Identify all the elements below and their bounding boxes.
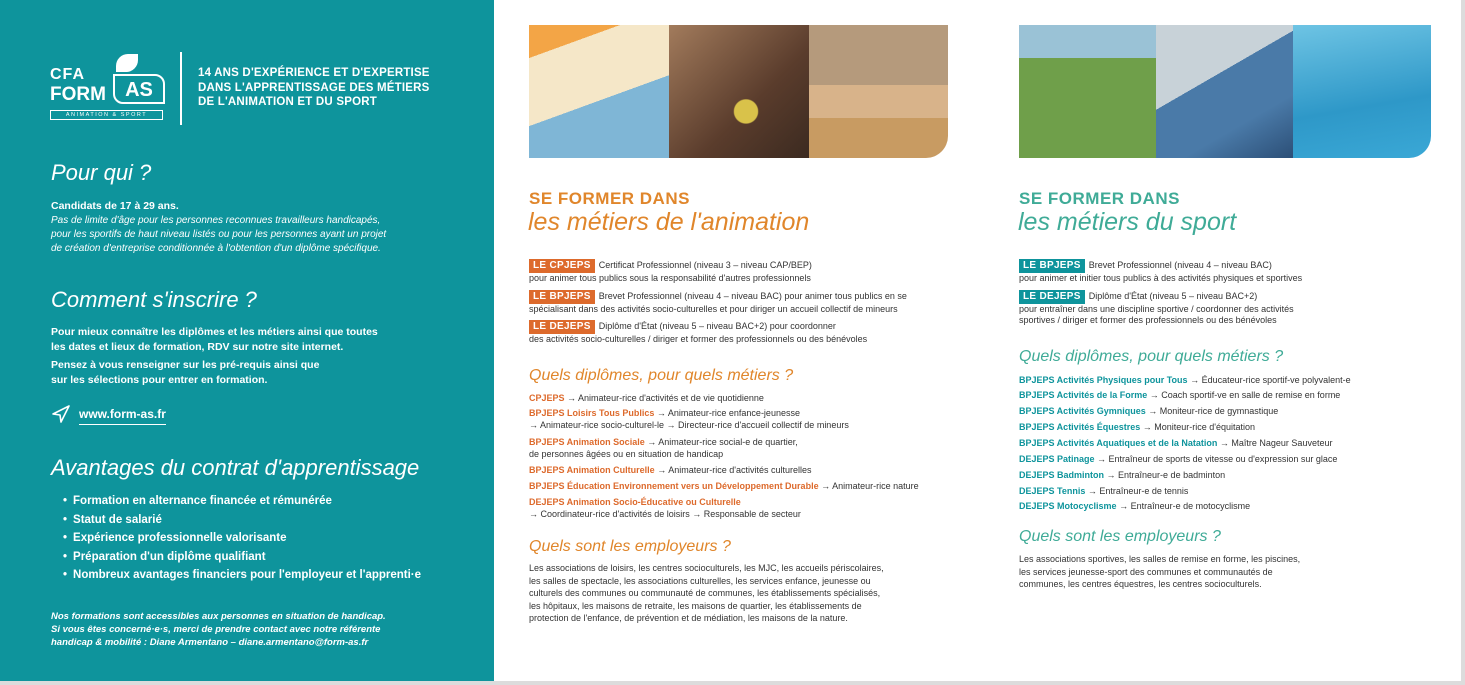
photo-kids-field (1019, 25, 1156, 158)
list-item (529, 496, 959, 520)
diploma-line: pour animer tous publics sous la responsabilité d'autres professionnels (529, 272, 811, 283)
metier-value: de personnes âgées ou en situation de handicap (529, 449, 724, 459)
metier-key: BPJEPS Activités de la Forme (1019, 390, 1148, 400)
list-item (1019, 405, 1449, 417)
list-item: • Statut de salarié (63, 511, 421, 530)
metier-value: → Entraîneur-e de motocyclisme (1119, 501, 1251, 511)
logo-cfa: CFA (50, 66, 85, 83)
list-item (1019, 469, 1449, 481)
diploma-bpjeps-sport (1019, 259, 1449, 284)
metier-key: BPJEPS Animation Sociale (529, 437, 645, 447)
logo-leaf-icon (116, 54, 138, 72)
diploma-line: des activités socio-culturelles / diriger et former des professionnels ou des bénévoles (529, 333, 868, 344)
diploma-line: Brevet Professionnel (niveau 4 – niveau BAC) pour animer tous publics en se (598, 291, 907, 301)
diploma-bpjeps (529, 290, 959, 315)
metier-value: → Animateur-rice socio-culturel-le → Directeur-rice d'accueil collectif de mineurs (529, 420, 849, 430)
employeurs-line: Les associations sportives, les salles de remise en forme, les piscines, (1019, 554, 1301, 564)
inscrire-text (51, 325, 471, 388)
inscrire-line: sur les sélections pour entrer en formation. (51, 374, 268, 386)
metier-key: DEJEPS Animation Socio-Éducative ou Culturelle (529, 497, 741, 507)
inscrire-line: Pour mieux connaître les diplômes et les métiers ainsi que toutes (51, 326, 378, 338)
logo-as: AS (113, 74, 165, 104)
diploma-line: Brevet Professionnel (niveau 4 – niveau BAC) (1088, 260, 1272, 270)
diploma-dejeps (529, 320, 959, 345)
employeurs-line: culturels des communes ou communauté de communes, les établissements spécialisés, (529, 588, 881, 598)
list-item: • Formation en alternance financée et rémunérée (63, 492, 421, 511)
diploma-line: Certificat Professionnel (niveau 3 – niveau CAP/BEP) (598, 260, 812, 270)
pour-qui-line: Pas de limite d'âge pour les personnes reconnues travailleurs handicapés, (51, 215, 381, 226)
tagline (198, 66, 468, 110)
website-link[interactable] (51, 404, 191, 428)
inscrire-heading: Comment s'inscrire ? (51, 287, 257, 312)
list-item (1019, 453, 1449, 465)
list-item (529, 436, 959, 460)
metier-value: → Entraîneur-e de badminton (1106, 470, 1226, 480)
sport-heading-top: SE FORMER DANS (1019, 189, 1180, 208)
metier-value: → Maître Nageur Sauveteur (1219, 438, 1333, 448)
metier-value: → Éducateur-rice sportif-ve polyvalent-e (1190, 375, 1351, 385)
list-item (1019, 374, 1449, 386)
diploma-tag: LE DEJEPS (1019, 290, 1085, 304)
sport-heading-main: les métiers du sport (1018, 208, 1237, 236)
list-item (1019, 500, 1449, 512)
list-item: • Nombreux avantages financiers pour l'employeur et l'apprenti·e (63, 566, 421, 585)
sport-photos (1019, 25, 1431, 158)
left-panel (0, 0, 494, 681)
list-item (1019, 421, 1449, 433)
divider (180, 52, 182, 125)
diploma-tag: LE CPJEPS (529, 259, 595, 273)
sport-metiers-heading: Quels diplômes, pour quels métiers ? (1019, 348, 1284, 365)
diploma-line: pour entraîner dans une discipline sportive / coordonner des activités (1019, 303, 1294, 314)
photo-elderly-hands (669, 25, 809, 158)
metier-key: CPJEPS (529, 393, 565, 403)
pour-qui-text (51, 199, 471, 256)
metier-value: → Entraîneur-e de tennis (1087, 486, 1189, 496)
photo-fitness-coach (1156, 25, 1293, 158)
diploma-tag: LE BPJEPS (529, 290, 595, 304)
metier-value: → Moniteur-rice d'équitation (1142, 422, 1256, 432)
metier-key: DEJEPS Patinage (1019, 454, 1095, 464)
footer-line: handicap & mobilité : Diane Armentano – diane.armentano@form-as.fr (51, 637, 369, 648)
photo-swimming (1293, 25, 1431, 158)
metier-value: → Coach sportif-ve en salle de remise en forme (1149, 390, 1341, 400)
logo-form: FORM (50, 84, 106, 105)
list-item (529, 464, 959, 476)
cursor-arrow-icon (51, 404, 71, 424)
diploma-line: Diplôme d'État (niveau 5 – niveau BAC+2) pour coordonner (598, 321, 836, 331)
metier-value: → Coordinateur-rice d'activités de loisirs → Responsable de secteur (529, 509, 801, 519)
metier-value: → Entraîneur de sports de vitesse ou d'expression sur glace (1097, 454, 1338, 464)
tagline-line: DE L'ANIMATION ET DU SPORT (198, 96, 377, 108)
diploma-tag: LE BPJEPS (1019, 259, 1085, 273)
list-item (1019, 437, 1449, 449)
metier-value: → Animateur-rice enfance-jeunesse (656, 408, 800, 418)
employeurs-line: Les associations de loisirs, les centres socioculturels, les MJC, les accueils périscolaires, (529, 563, 884, 573)
metier-value: → Animateur-rice d'activités culturelles (657, 465, 812, 475)
diploma-line: pour animer et initier tous publics à des activités physiques et sportives (1019, 272, 1303, 283)
animation-heading-top: SE FORMER DANS (529, 189, 690, 208)
metier-key: DEJEPS Motocyclisme (1019, 501, 1117, 511)
website-text[interactable]: www.form-as.fr (79, 407, 166, 425)
employeurs-line: protection de l'enfance, de prévention et de médiation, les maisons de la nature. (529, 613, 848, 623)
animation-heading-main: les métiers de l'animation (528, 208, 810, 236)
diploma-line: Diplôme d'État (niveau 5 – niveau BAC+2) (1088, 291, 1258, 301)
list-item: • Expérience professionnelle valorisante (63, 529, 421, 548)
metier-key: BPJEPS Activités Physiques pour Tous (1019, 375, 1188, 385)
metier-key: BPJEPS Éducation Environnement vers un Développement Durable (529, 481, 819, 491)
metier-value: → Animateur-rice d'activités et de vie quotidienne (567, 393, 764, 403)
metier-key: BPJEPS Loisirs Tous Publics (529, 408, 655, 418)
diploma-tag: LE DEJEPS (529, 320, 595, 334)
logo-subtitle: ANIMATION & SPORT (50, 110, 163, 120)
diploma-cpjeps (529, 259, 959, 284)
pour-qui-line: de création d'entreprise conditionnée à l'obtention d'un diplôme spécifique. (51, 243, 381, 254)
inscrire-line: les dates et lieux de formation, RDV sur notre site internet. (51, 341, 344, 353)
footer-note (51, 610, 471, 649)
tagline-line: DANS L'APPRENTISSAGE DES MÉTIERS (198, 81, 430, 94)
metier-key: BPJEPS Animation Culturelle (529, 465, 655, 475)
list-item (1019, 485, 1449, 497)
diploma-line: sportives / diriger et former des professionnels ou des bénévoles (1019, 315, 1277, 325)
employeurs-line: les services jeunesse-sport des communes et communautés de (1019, 566, 1273, 577)
diploma-line: spécialisant dans des activités socio-culturelles et pour diriger un accueil collectif de mineurs (529, 303, 898, 314)
photo-children-drawing (529, 25, 669, 158)
inscrire-line: Pensez à vous renseigner sur les pré-requis ainsi que (51, 359, 320, 371)
logo (50, 54, 170, 126)
metier-key: BPJEPS Activités Équestres (1019, 422, 1141, 432)
animation-employeurs-heading: Quels sont les employeurs ? (529, 538, 731, 555)
pour-qui-bold: Candidats de 17 à 29 ans. (51, 200, 179, 212)
photo-kids-wood-game (809, 25, 948, 158)
list-item (1019, 389, 1449, 401)
metier-key: BPJEPS Activités Aquatiques et de la Natation (1019, 438, 1218, 448)
list-item (529, 480, 959, 492)
avantages-heading: Avantages du contrat d'apprentissage (51, 455, 420, 480)
metier-key: DEJEPS Badminton (1019, 470, 1105, 480)
sport-employeurs-heading: Quels sont les employeurs ? (1019, 528, 1221, 545)
avantages-list (63, 492, 421, 585)
employeurs-line: les salles de spectacle, les associations culturelles, les services enfance, jeunesse ou (529, 575, 871, 586)
metier-value: → Moniteur-rice de gymnastique (1148, 406, 1279, 416)
list-item (529, 392, 959, 404)
animation-metiers-heading: Quels diplômes, pour quels métiers ? (529, 367, 794, 384)
footer-line: Si vous êtes concerné·e·s, merci de prendre contact avec notre référente (51, 624, 381, 635)
metier-key: DEJEPS Tennis (1019, 486, 1086, 496)
pour-qui-heading: Pour qui ? (51, 160, 152, 185)
animation-employeurs-text (529, 562, 884, 625)
metier-key: BPJEPS Activités Gymniques (1019, 406, 1146, 416)
list-item (529, 407, 959, 431)
employeurs-line: les hôpitaux, les maisons de retraite, les maisons de quartier, les établissements de (529, 600, 862, 611)
sport-employeurs-text (1019, 553, 1300, 591)
metier-value: → Animateur-rice nature (821, 481, 919, 491)
employeurs-line: communes, les centres équestres, les centres socioculturels. (1019, 579, 1262, 589)
pour-qui-line: pour les sportifs de haut niveau listés ou pour les personnes ayant un projet (51, 229, 387, 240)
animation-photos (529, 25, 948, 158)
diploma-dejeps-sport (1019, 290, 1449, 327)
metier-value: → Animateur-rice social-e de quartier, (647, 437, 798, 447)
footer-line: Nos formations sont accessibles aux personnes en situation de handicap. (51, 611, 386, 622)
list-item: • Préparation d'un diplôme qualifiant (63, 548, 421, 567)
tagline-line: 14 ANS D'EXPÉRIENCE ET D'EXPERTISE (198, 67, 430, 79)
